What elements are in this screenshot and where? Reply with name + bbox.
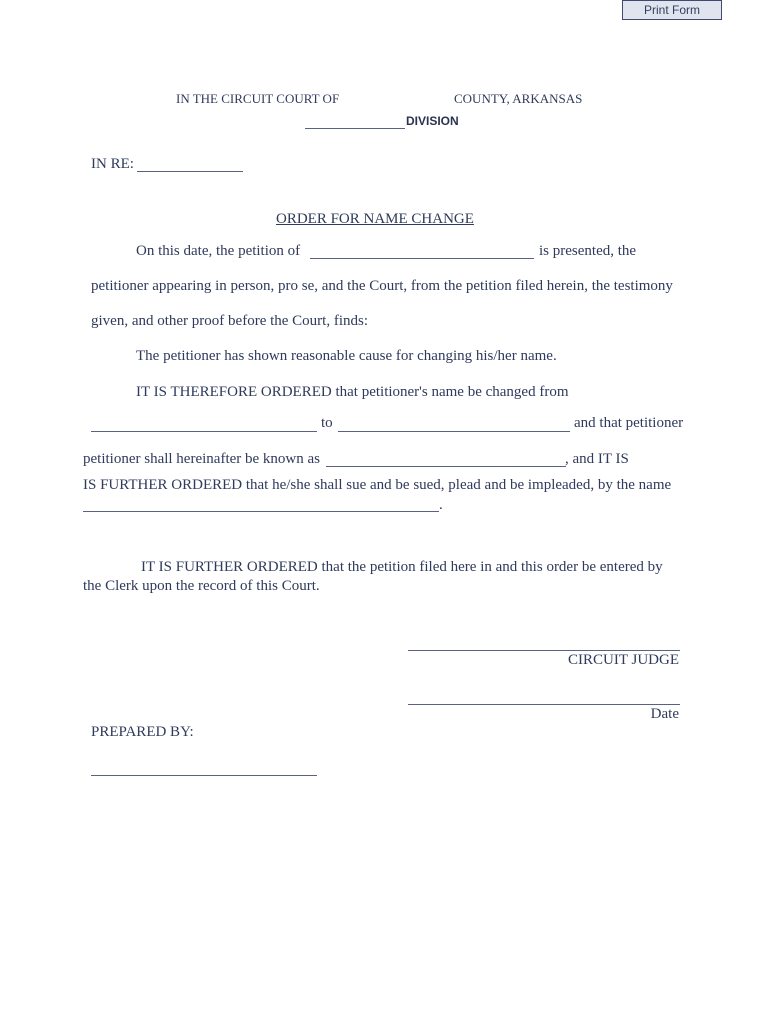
and-it-is-text: , and IT IS [565, 451, 629, 467]
county-suffix: COUNTY, ARKANSAS [454, 91, 583, 106]
known-as-text: petitioner shall hereinafter be known as [83, 451, 320, 467]
prepared-by-field[interactable] [91, 759, 317, 776]
to-word: to [321, 415, 333, 431]
new-name-field[interactable] [338, 415, 570, 432]
and-that-text: and that petitioner [574, 415, 684, 431]
court-prefix: IN THE CIRCUIT COURT OF [176, 91, 340, 106]
p4-line1: IT IS FURTHER ORDERED that the petition filed here in and this order be entered by [141, 559, 663, 575]
division-field[interactable] [305, 112, 405, 129]
p4-line2: the Clerk upon the record of this Court. [83, 578, 320, 594]
p1-end: is presented, the [539, 243, 637, 259]
in-re-field[interactable] [137, 155, 243, 172]
division-label: DIVISION [406, 114, 459, 128]
prepared-by-label: PREPARED BY: [91, 724, 194, 740]
further-ordered-line: IS FURTHER ORDERED that he/she shall sue and be sued, plead and be impleaded, by the name [83, 477, 672, 493]
p1-line3: given, and other proof before the Court, finds: [91, 313, 369, 329]
county-field[interactable] [340, 90, 448, 106]
p1-line2: petitioner appearing in person, pro se, and the Court, from the petition filed herein, the testimony [91, 278, 673, 294]
circuit-judge-label: CIRCUIT JUDGE [568, 652, 679, 668]
p1-start: On this date, the petition of [136, 243, 301, 259]
judge-signature-field[interactable] [408, 634, 680, 651]
petitioner-name-field[interactable] [310, 242, 534, 259]
p2-text: The petitioner has shown reasonable cause for changing his/her name. [136, 348, 557, 364]
date-field[interactable] [408, 688, 680, 705]
known-as-field[interactable] [326, 450, 566, 467]
in-re-label: IN RE: [91, 156, 134, 172]
old-name-field[interactable] [91, 415, 317, 432]
print-form-button[interactable]: Print Form [622, 0, 722, 20]
period: . [439, 497, 443, 513]
order-title: ORDER FOR NAME CHANGE [276, 211, 474, 227]
sue-name-field[interactable] [83, 495, 439, 512]
p3-text: IT IS THEREFORE ORDERED that petitioner's name be changed from [136, 384, 569, 400]
date-label: Date [650, 706, 679, 722]
